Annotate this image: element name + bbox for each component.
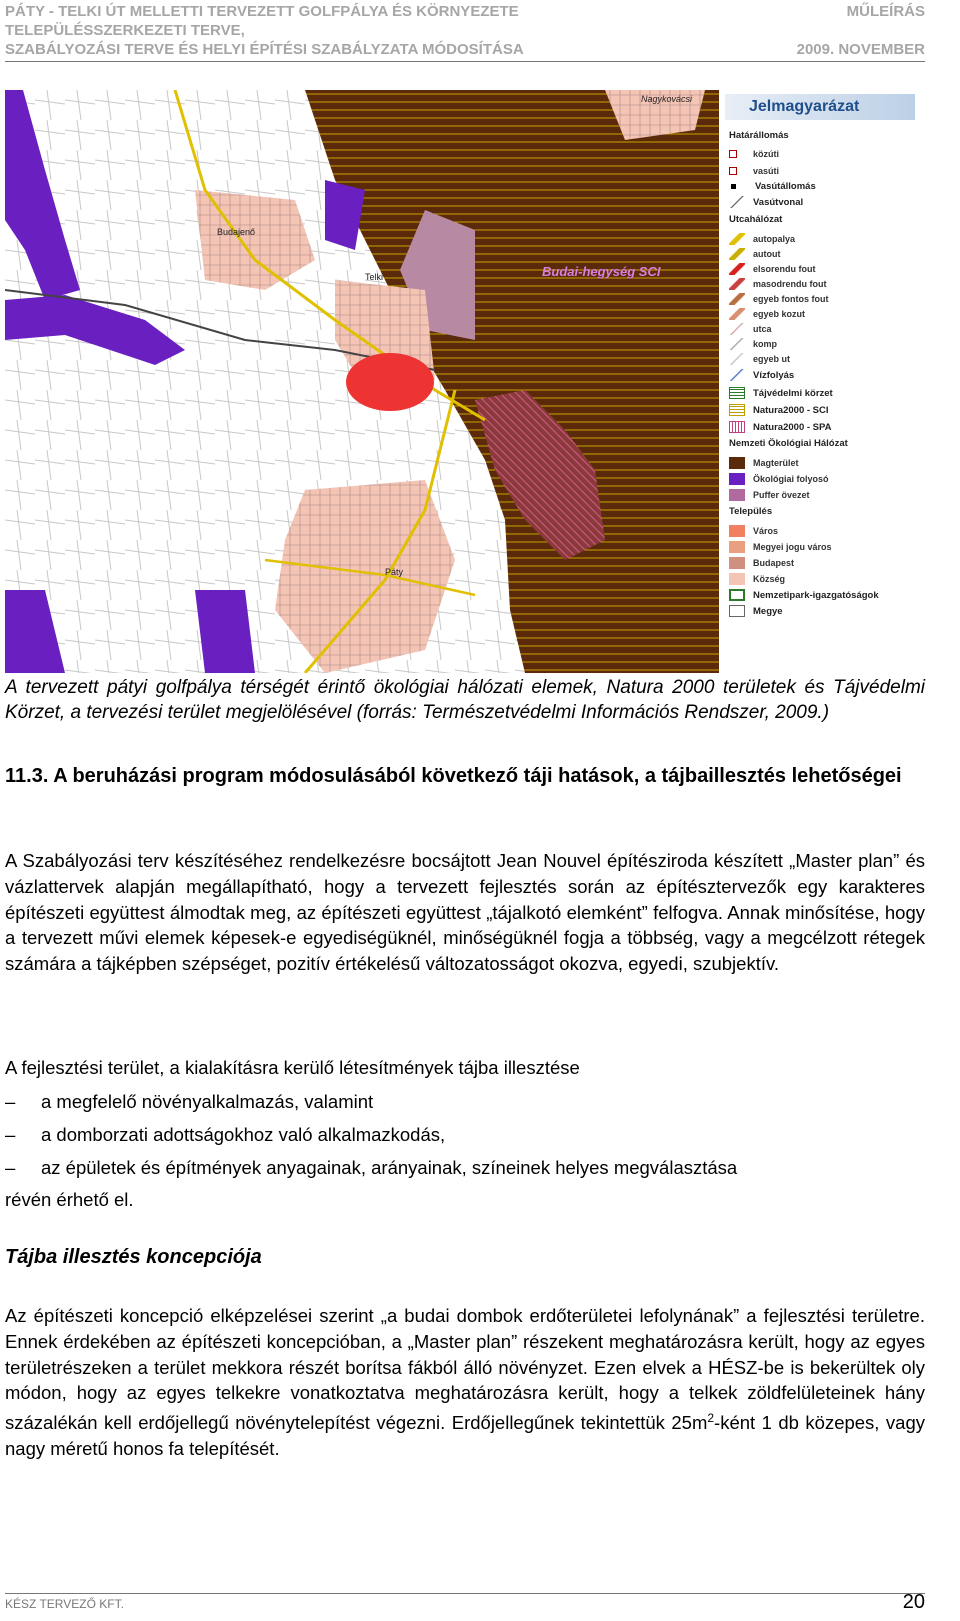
paragraph-1: A Szabályozási terv készítéséhez rendelkezésre bocsájtott Jean Nouvel építésziroda készített „Master plan” és vázlattervek alapján megállapítható, hogy a tervezett fejlesztés során az építésztervezők egy karakteres építészeti együttest álmodtak meg, az építészeti együttest „tájalkotó elemként” felfogva. Annak minősítése, hogy a tervezett művi elemek képesek-e egyediségüknél, minőségüknél fogja a többség, vagy a megcélzott rétegek számára a tájképben szépséget, pozitív értékelésű változatosságot okozva, egyedi, szubjektív. (5, 850, 925, 975)
legend-item: közúti (729, 147, 779, 161)
legend-item: Utcahálózat (729, 213, 783, 225)
legend-item: Tájvédelmi körzet (729, 386, 833, 400)
header-title-3: SZABÁLYOZÁSI TERVE ÉS HELYI ÉPÍTÉSI SZABÁLYZATA MÓDOSÍTÁSA (5, 41, 524, 58)
superscript: 2 (707, 1411, 715, 1426)
legend-item: Magterület (729, 456, 799, 470)
label-budajeno: Budajenő (217, 227, 256, 237)
legend-item: Natura2000 - SPA (729, 420, 832, 434)
header-title-2: TELEPÜLÉSSZERKEZETI TERVE, (5, 22, 245, 39)
legend-item: Határállomás (729, 129, 789, 141)
subheading: Tájba illesztés koncepciója (5, 1246, 262, 1268)
header-date: 2009. NOVEMBER (796, 41, 925, 58)
list-item: – a megfelelő növényalkalmazás, valamint (5, 1091, 374, 1112)
paragraph-2-intro: A fejlesztési terület, a kialakításra kerülő létesítmények tájba illesztése (5, 1057, 580, 1078)
legend-item: Település (729, 505, 773, 517)
legend-item: Megyei jogu város (729, 540, 832, 554)
label-sci: Budai-hegység SCI (542, 264, 661, 279)
planning-area-marker (346, 353, 434, 411)
legend-item: utca (729, 322, 772, 336)
dash-marker: – (5, 1157, 16, 1178)
legend-item: vasúti (729, 164, 779, 178)
legend-item: Nemzetipark-igazgatóságok (729, 588, 879, 602)
legend-item: Puffer övezet (729, 488, 810, 502)
page-number: 20 (902, 1591, 925, 1613)
paragraph-2-end: révén érhető el. (5, 1189, 134, 1210)
legend-item: Város (729, 524, 778, 538)
legend-item: Vasútvonal (729, 195, 803, 209)
legend-item: elsorendu fout (729, 262, 816, 276)
legend-item: Natura2000 - SCI (729, 403, 829, 417)
label-nagykovacsi: Nagykovácsi (641, 94, 693, 104)
legend-item: masodrendu fout (729, 277, 827, 291)
legend-item: Vízfolyás (729, 368, 794, 382)
legend-item: Megye (729, 604, 783, 618)
footer-divider (5, 1593, 925, 1594)
footer-company: KÉSZ TERVEZŐ KFT. (5, 1597, 124, 1611)
legend-title: Jelmagyarázat (725, 94, 915, 120)
figure-caption: A tervezett pátyi golfpálya térségét érintő ökológiai hálózati elemek, Natura 2000 területek és Tájvédelmi Körzet, a tervezési terület megjelölésével (forrás: Természetvédelmi Információs Rendszer, 2009.) (5, 677, 925, 723)
header-title-1: PÁTY - TELKI ÚT MELLETTI TERVEZETT GOLFPÁLYA ÉS KÖRNYEZETE (5, 3, 519, 20)
page-header (5, 2, 925, 59)
header-divider (5, 61, 925, 62)
label-telki: Telki (365, 272, 384, 282)
legend-item: Budapest (729, 556, 794, 570)
legend-item: egyeb fontos fout (729, 292, 829, 306)
legend-item: komp (729, 337, 777, 351)
list-item: – az épületek és építmények anyagainak, arányainak, színeinek helyes megválasztása (5, 1157, 738, 1178)
map-legend (719, 90, 931, 673)
legend-item: Község (729, 572, 785, 586)
legend-item: Vasútállomás (729, 179, 816, 193)
legend-item: egyeb kozut (729, 307, 805, 321)
legend-item: autopalya (729, 232, 795, 246)
dash-marker: – (5, 1124, 16, 1145)
legend-item: autout (729, 247, 781, 261)
dash-marker: – (5, 1091, 16, 1112)
header-doc-type: MŰLEÍRÁS (846, 3, 925, 20)
paragraph-3: Az építészeti koncepció elképzelései szerint „a budai dombok erdőterületei lefolynának” a fejlesztési területre. Ennek érdekében az építészeti koncepcióban, a „Master plan” részekent meghatározásra került, hogy az egyes területrészeken a terület mekkora részét borítsa fákból álló növényzet. Ezen elvek a HÉSZ-be is bekerültek oly módon, hogy az egyes telkekre vonatkoztatva meghatározásra került, hogy a telkek zöldfelületeinek hány százalékán kell erdőjellegű növénytelepítést végezni. Erdőjellegűnek tekintettük $25m^2$-ként 1 db közepes, vagy nagy méretű honos fa telepítését. (5, 1305, 925, 1460)
legend-item: Nemzeti Ökológiai Hálózat (729, 437, 848, 449)
legend-item: Ökológiai folyosó (729, 472, 829, 486)
list-item: – a domborzati adottságokhoz való alkalmazkodás, (5, 1124, 446, 1145)
label-paty: Páty (385, 567, 404, 577)
ecological-map (5, 90, 719, 673)
section-heading: 11.3. A beruházási program módosulásából következő táji hatások, a tájbaillesztés lehetőségei (5, 765, 902, 787)
legend-item: egyeb ut (729, 352, 790, 366)
map-graphic (5, 90, 719, 673)
